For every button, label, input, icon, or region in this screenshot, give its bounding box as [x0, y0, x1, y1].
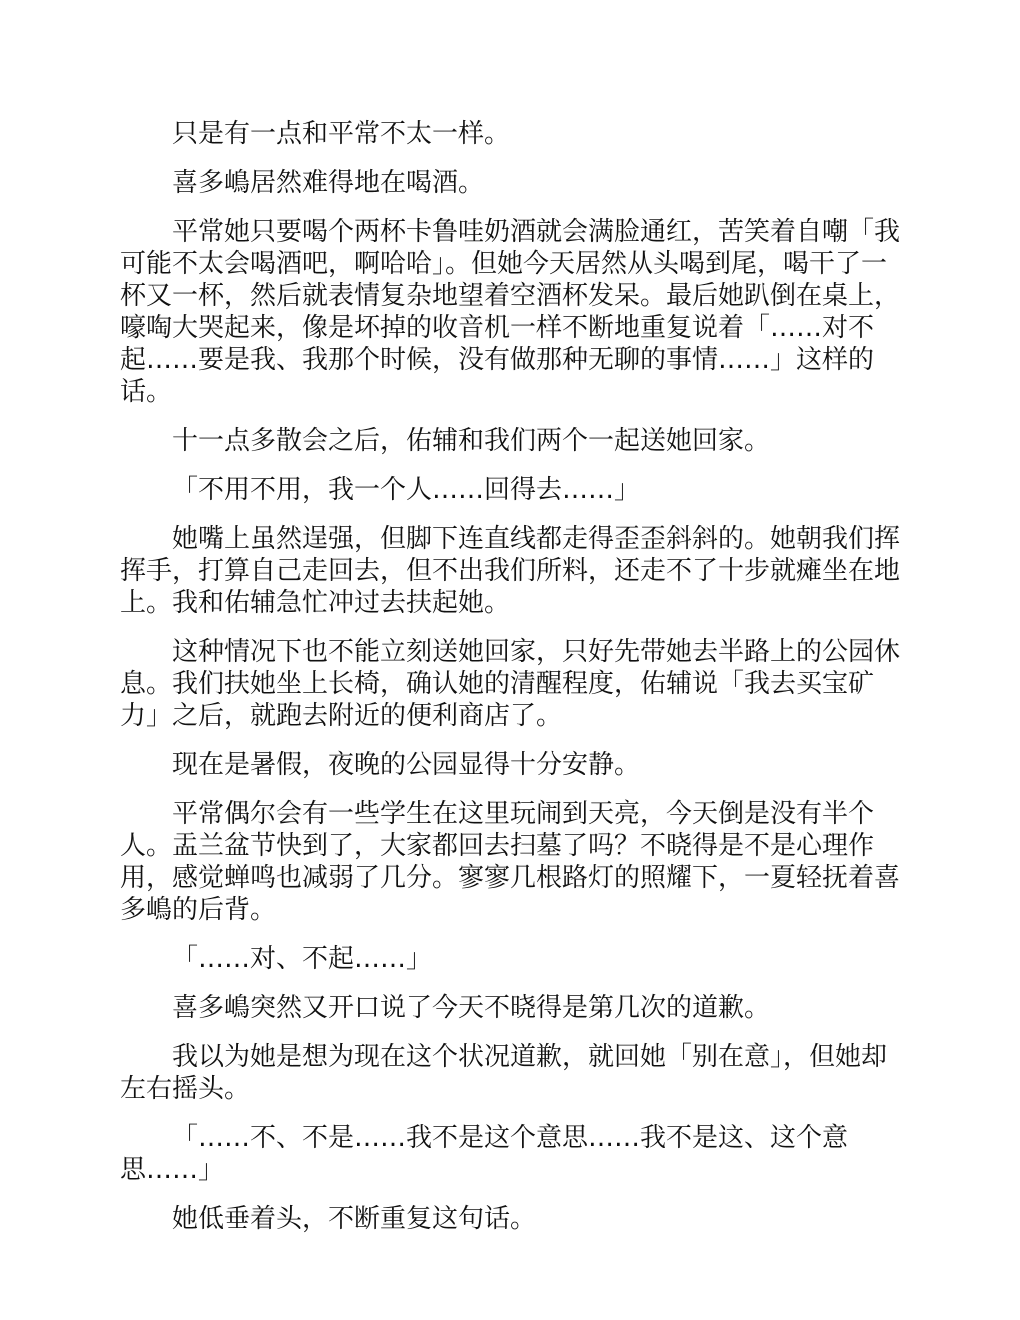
dialogue-paragraph: 「……对、不起……」	[172, 944, 433, 974]
paragraph: 喜多嶋居然难得地在喝酒。	[172, 168, 485, 198]
paragraph: 她嘴上虽然逞强，但脚下连直线都走得歪歪斜斜的。她朝我们挥挥手，打算自己走回去，但不出我们所料，还走不了十步就瘫坐在地上。我和佑辅急忙冲过去扶起她。	[120, 524, 901, 618]
paragraph: 现在是暑假，夜晚的公园显得十分安静。	[172, 750, 641, 780]
paragraph: 平常她只要喝个两杯卡鲁哇奶酒就会满脸通红，苦笑着自嘲「我可能不太会喝酒吧，啊哈哈」。但她今天居然从头喝到尾，喝干了一杯又一杯，然后就表情复杂地望着空酒杯发呆。最后她趴倒在桌上，嚎啕大哭起来，像是坏掉的收音机一样不断地重复说着「……对不起……要是我、我那个时候，没有做那种无聊的事情……」这样的话。	[120, 217, 901, 407]
paragraph: 我以为她是想为现在这个状况道歉，就回她「别在意」，但她却左右摇头。	[120, 1042, 888, 1104]
paragraph: 平常偶尔会有一些学生在这里玩闹到天亮，今天倒是没有半个人。盂兰盆节快到了，大家都回去扫墓了吗？不晓得是不是心理作用，感觉蝉鸣也减弱了几分。寥寥几根路灯的照耀下，一夏轻抚着喜多嶋的后背。	[120, 799, 901, 925]
paragraph: 这种情况下也不能立刻送她回家，只好先带她去半路上的公园休息。我们扶她坐上长椅，确认她的清醒程度，佑辅说「我去买宝矿力」之后，就跑去附近的便利商店了。	[120, 637, 901, 731]
paragraph: 只是有一点和平常不太一样。	[172, 119, 511, 149]
body-text	[120, 118, 900, 1252]
paragraph: 她低垂着头，不断重复这句话。	[172, 1204, 537, 1234]
paragraph: 喜多嶋突然又开口说了今天不晓得是第几次的道歉。	[172, 993, 771, 1023]
dialogue-paragraph: 「不用不用，我一个人……回得去……」	[172, 475, 641, 505]
dialogue-paragraph: 「……不、不是……我不是这个意思……我不是这、这个意思……」	[120, 1123, 849, 1185]
paragraph: 十一点多散会之后，佑辅和我们两个一起送她回家。	[172, 426, 771, 456]
